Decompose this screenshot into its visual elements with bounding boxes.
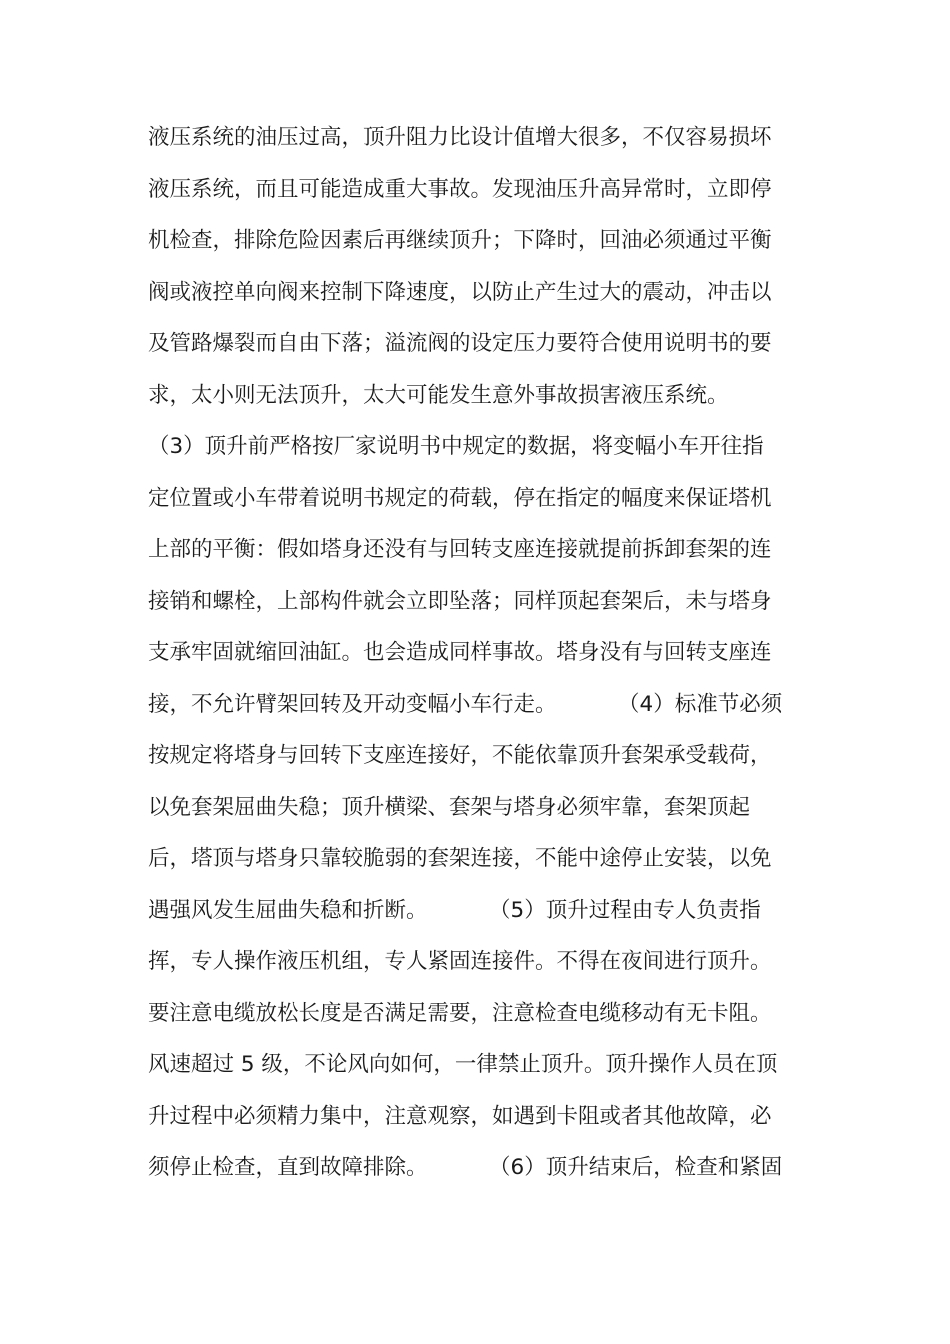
text-line: 定位置或小车带着说明书规定的荷载，停在指定的幅度来保证塔机 [148,485,772,511]
text-line: 须停止检查，直到故障排除。 （6）顶升结束后，检查和紧固 [148,1155,783,1180]
text-line: 遇强风发生屈曲失稳和折断。 （5）顶升过程由专人负责指 [148,897,761,923]
text-line: 升过程中必须精力集中，注意观察，如遇到卡阻或者其他故障，必 [148,1103,772,1129]
text-line: 液压系统，而且可能造成重大事故。发现油压升高异常时，立即停 [148,176,772,202]
text-line: 以免套架屈曲失稳；顶升横梁、套架与塔身必须牢靠，套架顶起 [148,794,751,820]
text-line: 上部的平衡：假如塔身还没有与回转支座连接就提前拆卸套架的连 [148,537,772,562]
text-line: 机检查，排除危险因素后再继续顶升；下降时，回油必须通过平衡 [148,228,772,253]
text-line: 及管路爆裂而自由下落；溢流阀的设定压力要符合使用说明书的要 [148,331,772,356]
text-line: （3）顶升前严格按厂家说明书中规定的数据，将变幅小车开往指 [148,434,764,459]
text-line: 阀或液控单向阀来控制下降速度，以防止产生过大的震动，冲击以 [148,279,772,305]
text-line: 接，不允许臂架回转及开动变幅小车行走。 （4）标准节必须 [148,691,783,717]
text-line: 接销和螺栓，上部构件就会立即坠落；同样顶起套架后，未与塔身 [148,588,772,614]
text-line: 支承牢固就缩回油缸。也会造成同样事故。塔身没有与回转支座连 [148,640,772,665]
body-text [148,112,800,1194]
text-line: 求，太小则无法顶升，太大可能发生意外事故损害液压系统。 [148,382,729,408]
text-line: 按规定将塔身与回转下支座连接好，不能依靠顶升套架承受载荷， [148,743,772,768]
text-line: 液压系统的油压过高，顶升阻力比设计值增大很多，不仅容易损坏 [148,125,772,150]
text-line: 风速超过 5 级，不论风向如何，一律禁止顶升。顶升操作人员在顶 [148,1052,778,1077]
text-line: 要注意电缆放松长度是否满足需要，注意检查电缆移动有无卡阻。 [148,1000,772,1026]
text-line: 挥，专人操作液压机组，专人紧固连接件。不得在夜间进行顶升。 [148,949,772,974]
text-line: 后，塔顶与塔身只靠较脆弱的套架连接，不能中途停止安装，以免 [148,846,772,871]
